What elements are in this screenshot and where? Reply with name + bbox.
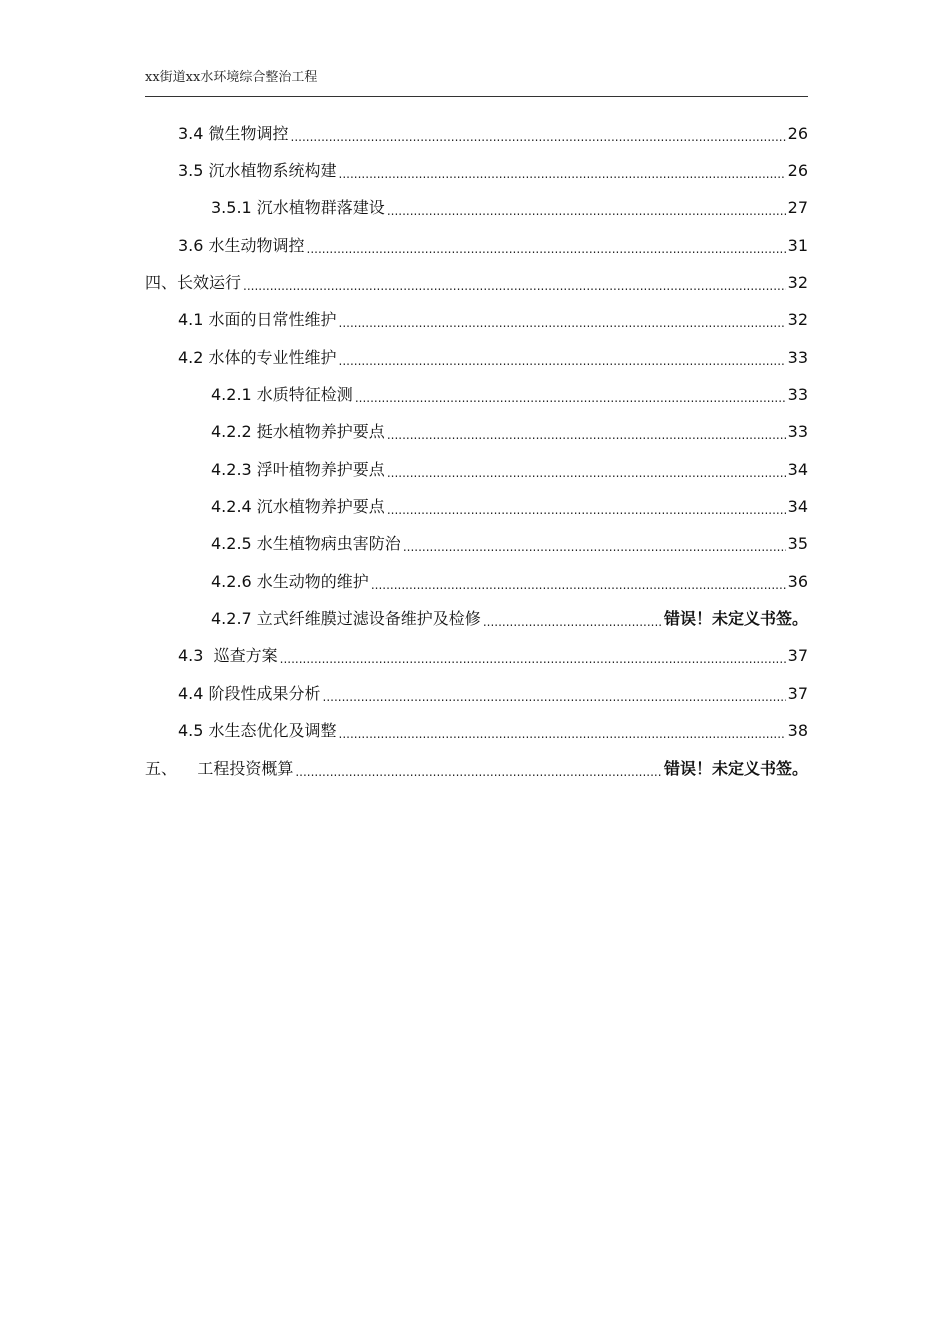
toc-entry-title: 3.5.1 沉水植物群落建设: [211, 198, 385, 218]
toc-entry-title: 4.3 巡查方案: [178, 646, 278, 666]
toc-entry[interactable]: [145, 115, 808, 152]
toc-page-number: 38: [787, 721, 808, 741]
toc-entry[interactable]: [145, 713, 808, 750]
toc-entry[interactable]: [145, 600, 808, 637]
toc-entry-title: 4.2 水体的专业性维护: [178, 347, 337, 367]
toc-page-number: 33: [787, 347, 808, 367]
header-divider: [145, 96, 808, 97]
toc-entry-title: 4.1 水面的日常性维护: [178, 310, 337, 330]
toc-bookmark-error: 错误！未定义书签。: [663, 758, 808, 778]
toc-entry[interactable]: [145, 750, 808, 787]
toc-dot-leader: [295, 762, 662, 782]
toc-page-number: 36: [787, 571, 808, 591]
toc-bookmark-error: 错误！未定义书签。: [663, 609, 808, 629]
toc-dot-leader: [307, 239, 786, 259]
toc-entry-title: 3.4 微生物调控: [178, 123, 289, 143]
toc-entry[interactable]: [145, 488, 808, 525]
toc-page-number: 26: [787, 161, 808, 181]
toc-dot-leader: [291, 127, 786, 147]
toc-entry[interactable]: [145, 563, 808, 600]
toc-page-number: 32: [787, 273, 808, 293]
toc-dot-leader: [339, 351, 786, 371]
page-header: xx街道xx水环境综合整治工程: [145, 70, 318, 85]
toc-entry-title: 4.2.7 立式纤维膜过滤设备维护及检修: [211, 609, 481, 629]
toc-entry-title: 4.2.4 沉水植物养护要点: [211, 497, 385, 517]
toc-entry-title: 3.6 水生动物调控: [178, 235, 305, 255]
toc-entry-title: 4.4 阶段性成果分析: [178, 683, 321, 703]
toc-page-number: 33: [787, 422, 808, 442]
toc-dot-leader: [243, 276, 786, 296]
toc-entry-title: 4.2.2 挺水植物养护要点: [211, 422, 385, 442]
toc-dot-leader: [280, 649, 786, 669]
toc-dot-leader: [387, 463, 786, 483]
toc-dot-leader: [339, 164, 786, 184]
toc-dot-leader: [387, 425, 786, 445]
toc-entry-title: 3.5 沉水植物系统构建: [178, 161, 337, 181]
toc-page-number: 31: [787, 235, 808, 255]
toc-page-number: 32: [787, 310, 808, 330]
table-of-contents: [145, 115, 808, 787]
toc-entry[interactable]: [145, 451, 808, 488]
toc-page-number: 37: [787, 646, 808, 666]
toc-entry[interactable]: [145, 190, 808, 227]
toc-page-number: 34: [787, 459, 808, 479]
toc-entry-title: 4.2.6 水生动物的维护: [211, 571, 369, 591]
toc-entry-title: 4.2.5 水生植物病虫害防治: [211, 534, 401, 554]
toc-page-number: 37: [787, 683, 808, 703]
toc-entry[interactable]: [145, 339, 808, 376]
toc-entry[interactable]: [145, 227, 808, 264]
toc-dot-leader: [339, 724, 786, 744]
toc-entry[interactable]: [145, 675, 808, 712]
toc-entry-title: 4.2.3 浮叶植物养护要点: [211, 459, 385, 479]
toc-entry[interactable]: [145, 152, 808, 189]
toc-entry[interactable]: [145, 376, 808, 413]
toc-entry[interactable]: [145, 264, 808, 301]
toc-dot-leader: [339, 313, 786, 333]
toc-page-number: 34: [787, 497, 808, 517]
toc-entry-title: 4.5 水生态优化及调整: [178, 721, 337, 741]
toc-entry-title: 4.2.1 水质特征检测: [211, 385, 353, 405]
toc-page-number: 27: [787, 198, 808, 218]
toc-dot-leader: [483, 612, 662, 632]
toc-dot-leader: [387, 500, 786, 520]
toc-page-number: 35: [787, 534, 808, 554]
toc-dot-leader: [371, 575, 786, 595]
toc-page-number: 26: [787, 123, 808, 143]
toc-dot-leader: [387, 201, 786, 221]
toc-dot-leader: [355, 388, 786, 408]
toc-entry[interactable]: [145, 302, 808, 339]
toc-entry[interactable]: [145, 638, 808, 675]
toc-entry-title: 四、长效运行: [145, 273, 242, 293]
toc-dot-leader: [323, 687, 786, 707]
toc-page-number: 33: [787, 385, 808, 405]
toc-entry-title: 五、 工程投资概算: [145, 758, 294, 778]
toc-dot-leader: [403, 537, 786, 557]
toc-entry[interactable]: [145, 414, 808, 451]
toc-entry[interactable]: [145, 526, 808, 563]
